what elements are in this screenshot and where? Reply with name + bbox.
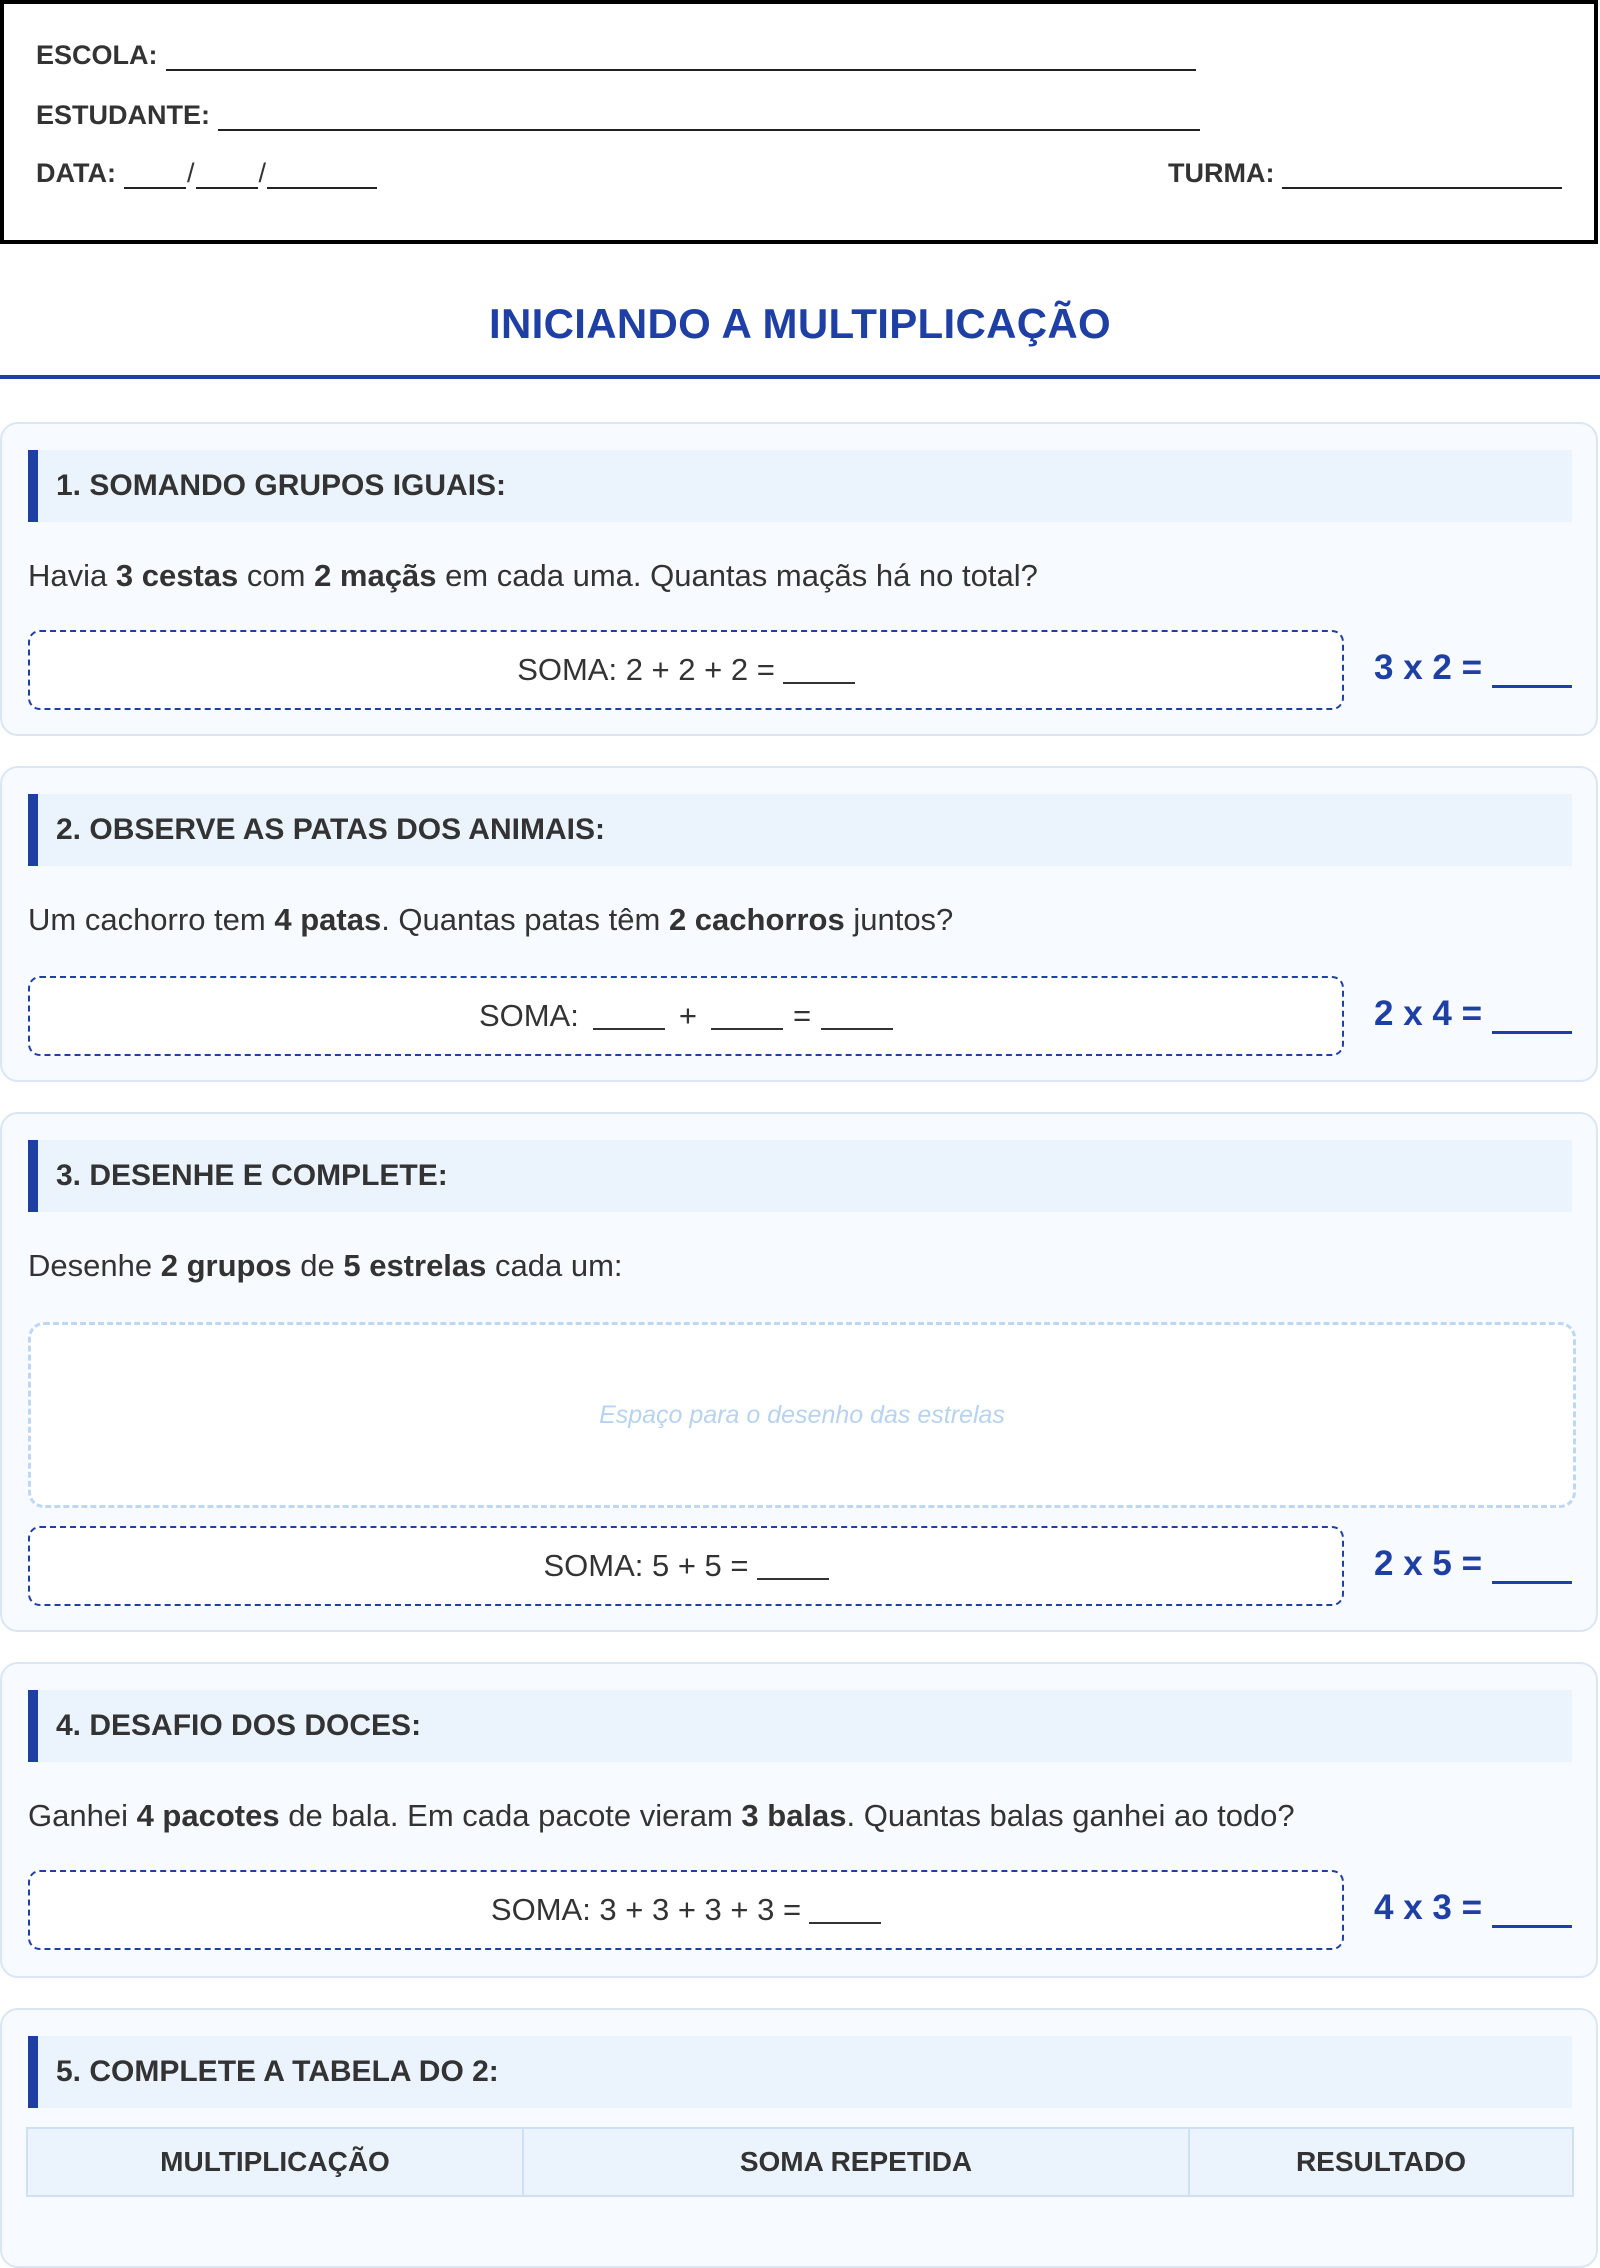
student-info-box <box>0 0 1598 244</box>
section-question <box>28 1248 623 1284</box>
section-heading: 5. COMPLETE A TABELA DO 2: <box>28 2036 1572 2108</box>
question-text: de <box>291 1248 344 1283</box>
highlighted-quantity: 2 grupos <box>160 1248 292 1283</box>
question-text: juntos? <box>844 902 954 937</box>
answer-blank[interactable] <box>757 1552 829 1580</box>
title-divider <box>0 375 1600 379</box>
question-text: de bala. Em cada pacote vieram <box>279 1798 742 1833</box>
table-header-resultado: RESULTADO <box>1295 2146 1467 2177</box>
escola-label: ESCOLA: <box>36 40 158 70</box>
turma-row <box>1168 158 1562 189</box>
answer-blank[interactable] <box>1492 1001 1572 1034</box>
soma-text: SOMA: 5 + 5 = <box>543 1548 749 1583</box>
equals-sign: = <box>792 998 812 1033</box>
section-question <box>28 1798 1295 1834</box>
data-row <box>36 158 377 189</box>
turma-label: TURMA: <box>1168 158 1275 188</box>
soma-box[interactable] <box>28 1526 1344 1606</box>
date-year-blank[interactable] <box>267 161 377 189</box>
highlighted-quantity: 2 cachorros <box>668 902 845 937</box>
section-3 <box>0 1112 1598 1632</box>
section-4 <box>0 1662 1598 1978</box>
multiplication-answer <box>1374 648 1572 688</box>
soma-text: SOMA: 3 + 3 + 3 + 3 = <box>490 1892 802 1927</box>
highlighted-quantity: 2 maçãs <box>314 558 437 593</box>
estudante-field[interactable] <box>218 103 1200 131</box>
question-text: Ganhei <box>28 1798 137 1833</box>
answer-blank[interactable] <box>593 1002 665 1030</box>
multiplication-answer <box>1374 994 1572 1034</box>
section-2 <box>0 766 1598 1082</box>
estudante-row <box>36 100 1200 131</box>
section-heading: 1. SOMANDO GRUPOS IGUAIS: <box>28 450 1572 522</box>
date-slash: / <box>258 158 267 188</box>
table-header-row <box>26 2127 1574 2197</box>
soma-box[interactable] <box>28 630 1344 710</box>
drawing-placeholder: Espaço para o desenho das estrelas <box>599 1400 1005 1429</box>
soma-box[interactable] <box>28 1870 1344 1950</box>
answer-blank[interactable] <box>821 1002 893 1030</box>
escola-row <box>36 40 1196 71</box>
data-label: DATA: <box>36 158 116 188</box>
question-text: cada um: <box>486 1248 623 1283</box>
highlighted-quantity: 3 balas <box>741 1798 847 1833</box>
section-heading: 2. OBSERVE AS PATAS DOS ANIMAIS: <box>28 794 1572 866</box>
multiplication-answer <box>1374 1888 1572 1928</box>
multiplication-text: 2 x 4 = <box>1374 994 1483 1033</box>
answer-blank[interactable] <box>1492 1551 1572 1584</box>
question-text: com <box>238 558 315 593</box>
question-text: . Quantas balas ganhei ao todo? <box>846 1798 1295 1833</box>
question-text: em cada uma. Quantas maçãs há no total? <box>436 558 1038 593</box>
turma-field[interactable] <box>1282 161 1562 189</box>
answer-blank[interactable] <box>783 656 855 684</box>
question-text: Um cachorro tem <box>28 902 275 937</box>
soma-box[interactable] <box>28 976 1344 1056</box>
section-heading: 3. DESENHE E COMPLETE: <box>28 1140 1572 1212</box>
section-question <box>28 902 953 938</box>
answer-blank[interactable] <box>809 1896 881 1924</box>
soma-label: SOMA: <box>478 998 579 1033</box>
multiplication-text: 4 x 3 = <box>1374 1888 1483 1927</box>
section-1 <box>0 422 1598 736</box>
date-field[interactable] <box>124 158 377 189</box>
table-header-multiplicacao: MULTIPLICAÇÃO <box>28 2129 524 2195</box>
estudante-label: ESTUDANTE: <box>36 100 210 130</box>
date-month-blank[interactable] <box>196 161 258 189</box>
date-slash: / <box>186 158 195 188</box>
question-text: . Quantas patas têm <box>381 902 669 937</box>
multiplication-answer <box>1374 1544 1572 1584</box>
highlighted-quantity: 3 cestas <box>115 558 239 593</box>
section-heading: 4. DESAFIO DOS DOCES: <box>28 1690 1572 1762</box>
highlighted-quantity: 4 pacotes <box>136 1798 280 1833</box>
answer-blank[interactable] <box>711 1002 783 1030</box>
table-header-soma-repetida: SOMA REPETIDA <box>524 2129 1190 2195</box>
highlighted-quantity: 5 estrelas <box>343 1248 487 1283</box>
page-title: INICIANDO A MULTIPLICAÇÃO <box>489 300 1111 347</box>
highlighted-quantity: 4 patas <box>274 902 382 937</box>
soma-text: SOMA: 2 + 2 + 2 = <box>517 652 775 687</box>
multiplication-text: 2 x 5 = <box>1374 1544 1483 1583</box>
drawing-area[interactable] <box>28 1322 1576 1508</box>
question-text: Desenhe <box>28 1248 161 1283</box>
multiplication-text: 3 x 2 = <box>1374 648 1483 687</box>
answer-blank[interactable] <box>1492 655 1572 688</box>
section-question <box>28 558 1038 594</box>
date-day-blank[interactable] <box>124 161 186 189</box>
escola-field[interactable] <box>166 43 1196 71</box>
plus-sign: + <box>678 998 697 1033</box>
answer-blank[interactable] <box>1492 1895 1572 1928</box>
question-text: Havia <box>28 558 116 593</box>
